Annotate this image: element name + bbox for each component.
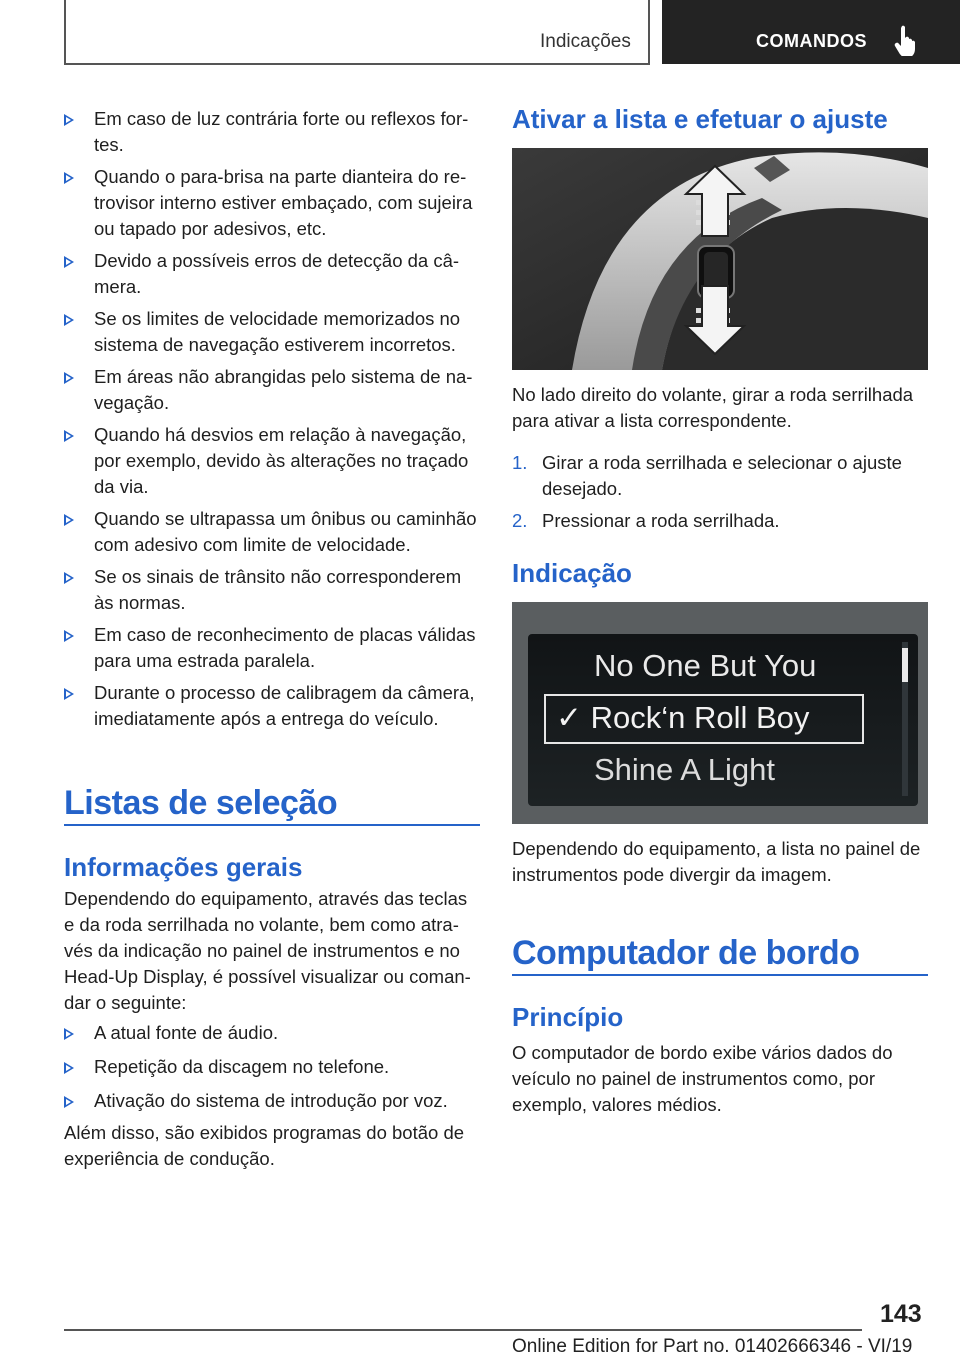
info-paragraph: Dependendo do equipamento, através das teclas e da roda serrilhada no volante, bem como através da indicação no painel de instrumentos e no Head-Up Display, é possível visualizar ou comandar o seguinte: bbox=[64, 888, 471, 1013]
subheading-ativar: Ativar a lista e efetuar o ajuste bbox=[512, 104, 888, 134]
display-screen bbox=[528, 634, 918, 806]
triangle-bullet-icon bbox=[64, 630, 74, 642]
section-rule bbox=[64, 824, 480, 826]
list-item: Se os sinais de trânsito não corresponderem às normas. bbox=[64, 564, 480, 616]
footer-edition-text: Online Edition for Part no. 01402666346 - VI/19 bbox=[512, 1336, 913, 1357]
step-item bbox=[512, 508, 928, 534]
list-item: Quando se ultrapassa um ônibus ou caminhão com adesivo com limite de velocidade. bbox=[64, 506, 480, 558]
steering-wheel-image bbox=[512, 148, 928, 370]
triangle-bullet-icon bbox=[64, 430, 74, 442]
display-list-item: Shine A Light bbox=[594, 752, 775, 787]
step-text: Girar a roda serrilhada e selecionar o ajuste desejado. bbox=[542, 452, 902, 499]
header-rule-divider bbox=[648, 0, 650, 64]
header-chapter-label: COMANDOS bbox=[756, 31, 867, 51]
triangle-bullet-icon bbox=[64, 314, 74, 326]
triangle-bullet-icon bbox=[64, 1062, 74, 1074]
subheading-principio: Princípio bbox=[512, 1002, 624, 1032]
display-list-item: No One But You bbox=[594, 648, 817, 683]
header-rule-left bbox=[64, 0, 66, 64]
triangle-bullet-icon bbox=[64, 372, 74, 384]
triangle-bullet-icon bbox=[64, 1096, 74, 1108]
triangle-bullet-icon bbox=[64, 114, 74, 126]
list-item: A atual fonte de áudio. bbox=[64, 1020, 480, 1046]
section-heading-listas: Listas de seleção bbox=[64, 784, 338, 822]
triangle-bullet-icon bbox=[64, 514, 74, 526]
footer-rule bbox=[64, 1329, 862, 1331]
list-item: Se os limites de velocidade memorizados no sistema de navegação estiverem incorretos. bbox=[64, 306, 480, 358]
header-rule-bottom bbox=[64, 63, 650, 65]
header-section-title: Indicações bbox=[540, 31, 631, 52]
section-rule bbox=[512, 974, 928, 976]
list-item: Quando há desvios em relação à navegação, por exemplo, devido às alterações no traçado da via. bbox=[64, 422, 480, 500]
instrument-display-image bbox=[512, 602, 928, 824]
principio-paragraph: O computador de bordo exibe vários dados do veículo no painel de instrumentos como, por exemplo, valores médios. bbox=[512, 1042, 893, 1115]
display-list-item-selected: ✓ Rock‘n Roll Boy bbox=[556, 700, 810, 735]
closing-paragraph: Além disso, são exibidos programas do botão de experiência de condução. bbox=[64, 1122, 465, 1169]
ativar-paragraph: No lado direito do volante, girar a roda serrilhada para ativar a lista correspondente. bbox=[512, 384, 914, 431]
triangle-bullet-icon bbox=[64, 172, 74, 184]
list-item: Quando o para-brisa na parte dianteira do retrovisor interno estiver embaçado, com sujeira ou tapado por adesivos, etc. bbox=[64, 164, 480, 242]
list-item: Em caso de luz contrária forte ou reflexos fortes. bbox=[64, 106, 480, 158]
list-item: Em caso de reconhecimento de placas válidas para uma estrada paralela. bbox=[64, 622, 480, 674]
display-scrollbar-thumb bbox=[902, 648, 908, 682]
list-item: Em áreas não abrangidas pelo sistema de navegação. bbox=[64, 364, 480, 416]
pointing-hand-icon bbox=[894, 24, 920, 56]
subheading-informacoes: Informações gerais bbox=[64, 852, 303, 882]
step-number: 2. bbox=[512, 510, 528, 531]
triangle-bullet-icon bbox=[64, 1028, 74, 1040]
list-item: Repetição da discagem no telefone. bbox=[64, 1054, 480, 1080]
list-item: Ativação do sistema de introdução por voz. bbox=[64, 1088, 480, 1114]
triangle-bullet-icon bbox=[64, 572, 74, 584]
list-item: Durante o processo de calibragem da câmera, imediatamente após a entrega do veículo. bbox=[64, 680, 480, 732]
indicacao-paragraph: Dependendo do equipamento, a lista no painel de instrumentos pode divergir da imagem. bbox=[512, 838, 921, 885]
triangle-bullet-icon bbox=[64, 688, 74, 700]
page-number: 143 bbox=[880, 1300, 922, 1328]
step-number: 1. bbox=[512, 452, 528, 473]
triangle-bullet-icon bbox=[64, 256, 74, 268]
step-item bbox=[512, 450, 928, 502]
list-item: Devido a possíveis erros de detecção da câmera. bbox=[64, 248, 480, 300]
step-text: Pressionar a roda serrilhada. bbox=[542, 510, 780, 531]
section-heading-computador: Computador de bordo bbox=[512, 934, 860, 972]
subheading-indicacao: Indicação bbox=[512, 558, 632, 588]
